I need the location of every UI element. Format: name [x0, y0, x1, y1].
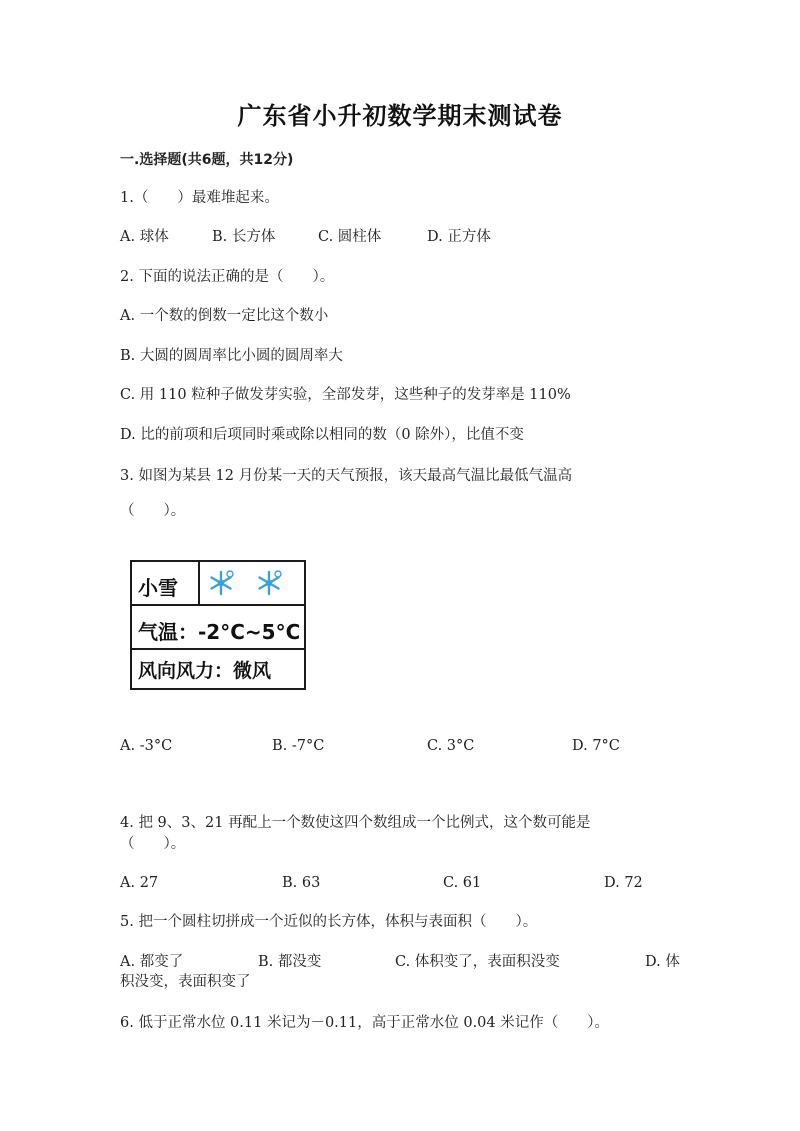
q5-option-a: A. 都变了 [120, 954, 184, 970]
q3-option-c: C. 3°C [427, 738, 475, 754]
q1-option-a: A. 球体 [120, 229, 169, 245]
q2-option-b: B. 大圆的圆周率比小圆的圆周率大 [120, 348, 343, 364]
q2-option-d: D. 比的前项和后项同时乘或除以相同的数（0 除外），比值不变 [120, 427, 524, 443]
section-heading: 一.选择题(共6题，共12分) [120, 152, 294, 168]
q5-option-d-continuation: 积没变，表面积变了 [120, 974, 251, 990]
forecast-divider [198, 562, 200, 606]
q5-option-b: B. 都没变 [258, 954, 322, 970]
forecast-weather-row [132, 562, 304, 606]
forecast-wind-row [132, 650, 304, 688]
q2-option-a: A. 一个数的倒数一定比这个数小 [120, 308, 329, 324]
question-3-stem: 3. 如图为某县 12 月份某一天的天气预报，该天最高气温比最低气温高 [120, 468, 573, 484]
q5-option-c: C. 体积变了，表面积没变 [395, 954, 560, 970]
q3-option-d: D. 7°C [572, 738, 620, 754]
page-title: 广东省小升初数学期末测试卷 [237, 102, 563, 130]
q1-option-c: C. 圆柱体 [318, 229, 382, 245]
q2-option-c: C. 用 110 粒种子做发芽实验，全部发芽，这些种子的发芽率是 110% [120, 387, 571, 403]
q3-option-b: B. -7°C [272, 738, 325, 754]
snowflake-icon [206, 568, 236, 598]
forecast-temperature: 气温：-2°C~5°C [138, 620, 301, 644]
question-4-stem-line2: （ ）。 [120, 836, 186, 852]
question-4-stem: 4. 把 9、3、21 再配上一个数使这四个数组成一个比例式，这个数可能是 [120, 815, 591, 831]
q1-option-b: B. 长方体 [212, 229, 276, 245]
q4-option-c: C. 61 [443, 875, 482, 891]
question-5-stem: 5. 把一个圆柱切拼成一个近似的长方体，体积与表面积（ ）。 [120, 914, 538, 930]
snowflake-icon [254, 568, 284, 598]
q4-option-a: A. 27 [120, 875, 159, 891]
question-1-stem: 1.（ ）最难堆起来。 [120, 190, 279, 206]
weather-forecast-image [130, 560, 306, 690]
q5-option-d: D. 体 [645, 954, 680, 970]
question-3-stem-line2: （ ）。 [120, 503, 186, 519]
forecast-temperature-row [132, 606, 304, 650]
forecast-weather-label: 小雪 [138, 576, 178, 600]
question-2-stem: 2. 下面的说法正确的是（ ）。 [120, 269, 335, 285]
q4-option-d: D. 72 [604, 875, 643, 891]
forecast-wind: 风向风力：微风 [138, 660, 272, 682]
q3-option-a: A. -3°C [120, 738, 173, 754]
question-6-stem: 6. 低于正常水位 0.11 米记为－0.11，高于正常水位 0.04 米记作（ ）。 [120, 1015, 609, 1031]
q1-option-d: D. 正方体 [427, 229, 491, 245]
q4-option-b: B. 63 [282, 875, 321, 891]
